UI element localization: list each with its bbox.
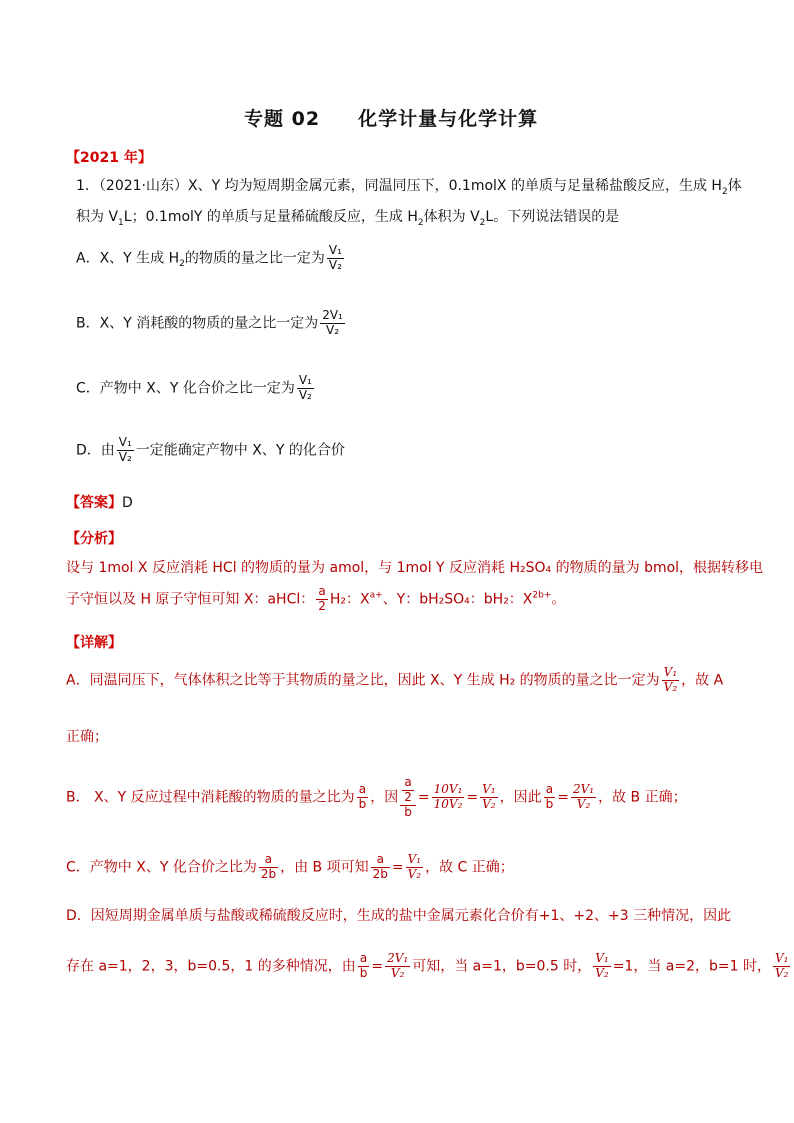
fraction-numerator: 2V₁	[387, 951, 409, 965]
fraction-denominator: V₂	[328, 257, 342, 272]
fraction	[357, 783, 369, 812]
fraction-numerator: V₁	[595, 951, 609, 965]
detail-text: B． X、Y 反应过程中消耗酸的物质的量之比为	[66, 789, 355, 806]
detail-text: C．产物中 X、Y 化合价之比为	[66, 859, 257, 876]
answer-label: 【答案】	[66, 495, 122, 511]
fraction-numerator: a	[259, 853, 278, 868]
fraction	[402, 776, 414, 805]
fraction-denominator: V₂	[298, 387, 312, 402]
detail-label: 【详解】	[66, 635, 122, 651]
fraction-denominator: V₂	[390, 965, 405, 980]
fraction	[316, 585, 328, 614]
fraction-numerator: V₁	[774, 951, 789, 965]
question-line-2	[76, 210, 619, 228]
option-a	[76, 244, 346, 273]
fraction	[662, 666, 679, 695]
fraction	[406, 853, 423, 882]
option-a-text: A．X、Y 生成 H	[76, 250, 180, 267]
detail-d-line-1: D．因短周期金属单质与盐酸或稀硫酸反应时，生成的盐中金属元素化合价有+1、+2、+3 三种情况，因此	[66, 908, 732, 924]
option-c	[76, 374, 316, 403]
fraction-denominator: V₂	[663, 679, 678, 694]
fraction-denominator: b	[359, 965, 368, 980]
question-line-1	[76, 179, 742, 197]
fraction	[358, 952, 370, 981]
subscript: 2	[417, 217, 424, 228]
subscript: 1	[118, 217, 124, 228]
fraction	[297, 374, 314, 403]
answer-line	[66, 496, 133, 510]
analysis-text: H₂：X	[329, 591, 370, 608]
detail-a-line-2: 正确；	[66, 729, 108, 745]
option-b-text: B．X、Y 消耗酸的物质的量之比一定为	[76, 315, 319, 332]
analysis-text: 子守恒以及 H 原子守恒可知 X：aHCl：	[66, 591, 315, 608]
fraction	[327, 244, 344, 273]
fraction-numerator: a	[316, 585, 328, 600]
fraction-denominator: V₂	[595, 965, 609, 980]
fraction-denominator: 2b	[260, 866, 277, 881]
fraction	[544, 783, 556, 812]
fraction-denominator: V₂	[774, 965, 789, 980]
fraction-numerator: 2V₁	[572, 782, 595, 797]
detail-text: A．同温同压下，气体体积之比等于其物质的量之比，因此 X、Y 生成 H₂ 的物质的量之比一定为	[66, 672, 660, 689]
option-a-text: 的物质的量之比一定为	[184, 250, 325, 267]
compound-fraction	[400, 776, 416, 819]
fraction-denominator: V₂	[118, 449, 132, 464]
question-text: 体积为 V	[423, 209, 480, 225]
fraction-numerator: V₁	[298, 373, 312, 387]
fraction-numerator: V₁	[407, 852, 422, 866]
subscript: 2	[721, 186, 728, 197]
equals-sign: =	[417, 789, 430, 806]
equals-sign: =	[391, 859, 404, 876]
detail-text: ，故 B 正确；	[598, 789, 687, 806]
option-d-text: D．由	[76, 442, 115, 459]
answer-value: D	[122, 495, 133, 511]
fraction	[117, 436, 134, 465]
equals-sign: =	[466, 789, 479, 806]
fraction-numerator	[400, 776, 416, 806]
fraction-numerator: a	[358, 952, 370, 967]
fraction	[480, 783, 497, 812]
option-d-text: 一定能确定产物中 X、Y 的化合价	[135, 442, 345, 459]
page-title	[244, 104, 538, 131]
fraction	[385, 952, 410, 981]
fraction-denominator: b	[358, 797, 367, 812]
question-text: L；0.1molY 的单质与足量稀硫酸反应，生成 H	[123, 209, 418, 225]
fraction-numerator: V₁	[482, 782, 496, 797]
detail-text: ，故 A	[681, 672, 724, 689]
detail-text: ，故 C 正确；	[425, 859, 514, 876]
question-text: 积为 V	[76, 209, 119, 225]
equals-sign: =	[371, 958, 384, 975]
fraction	[773, 952, 790, 981]
option-b	[76, 309, 347, 338]
fraction-denominator: 10V₂	[433, 797, 463, 812]
option-c-text: C．产物中 X、Y 化合价之比一定为	[76, 380, 295, 397]
analysis-line-2	[66, 585, 565, 614]
fraction-denominator: V₂	[407, 866, 422, 881]
title-part1: 专题 02	[244, 108, 321, 130]
analysis-text: 。	[551, 591, 566, 608]
question-text: 体	[727, 178, 742, 194]
detail-text: ，因此	[499, 789, 542, 806]
fraction-numerator: a	[371, 853, 390, 868]
analysis-line-1: 设与 1mol X 反应消耗 HCl 的物质的量为 amol，与 1mol Y 反应消耗 H₂SO₄ 的物质的量为 bmol，根据转移电	[66, 560, 764, 576]
fraction-numerator: a	[544, 783, 556, 798]
subscript: 2	[479, 217, 486, 228]
fraction	[593, 952, 610, 981]
fraction-numerator: a	[357, 783, 369, 798]
title-part2: 化学计量与化学计算	[358, 108, 539, 130]
analysis-label: 【分析】	[66, 531, 122, 547]
analysis-text: 、Y：bH₂SO₄：bH₂：X	[382, 591, 533, 608]
fraction-numerator: a	[402, 776, 414, 791]
subscript: 2	[179, 259, 185, 270]
option-d	[76, 436, 345, 465]
detail-a-line-1	[66, 666, 723, 695]
fraction-denominator: V₂	[482, 797, 496, 812]
fraction	[432, 783, 465, 812]
year-heading: 【2021 年】	[66, 150, 152, 166]
fraction	[259, 853, 278, 882]
detail-c-line	[66, 853, 514, 882]
fraction-numerator: V₁	[663, 665, 678, 679]
fraction	[571, 783, 596, 812]
question-text: 1．（2021·山东）X、Y 均为短周期金属元素，同温同压下，0.1molX 的单质与足量稀盐酸反应，生成 H	[76, 178, 722, 194]
superscript: a+	[369, 590, 383, 601]
fraction-numerator: V₁	[118, 435, 132, 449]
fraction-denominator: 2	[404, 789, 412, 804]
detail-b-line	[66, 776, 687, 819]
equals-sign: =	[557, 789, 569, 806]
fraction-denominator: b	[404, 804, 412, 819]
superscript: 2b+	[532, 590, 552, 601]
detail-text: 存在 a=1，2，3，b=0.5，1 的多种情况，由	[66, 958, 356, 975]
question-text: L。下列说法错误的是	[485, 209, 620, 225]
fraction-numerator: 2V₁	[322, 308, 343, 322]
fraction-numerator: V₁	[328, 243, 342, 257]
detail-d-line-2	[66, 952, 792, 981]
detail-text: =1，当 a=2，b=1 时，	[612, 958, 771, 975]
detail-text: ，因	[370, 789, 399, 806]
fraction	[371, 853, 390, 882]
fraction-numerator: 10V₁	[433, 782, 463, 797]
detail-text: 可知，当 a=1，b=0.5 时，	[412, 958, 592, 975]
detail-text: ，由 B 项可知	[280, 859, 369, 876]
fraction-denominator: V₂	[326, 322, 340, 337]
fraction-denominator: b	[545, 797, 554, 812]
fraction-denominator: 2	[318, 598, 326, 613]
fraction	[320, 309, 345, 338]
fraction-denominator: 2b	[372, 866, 388, 881]
fraction-denominator: V₂	[576, 797, 591, 812]
